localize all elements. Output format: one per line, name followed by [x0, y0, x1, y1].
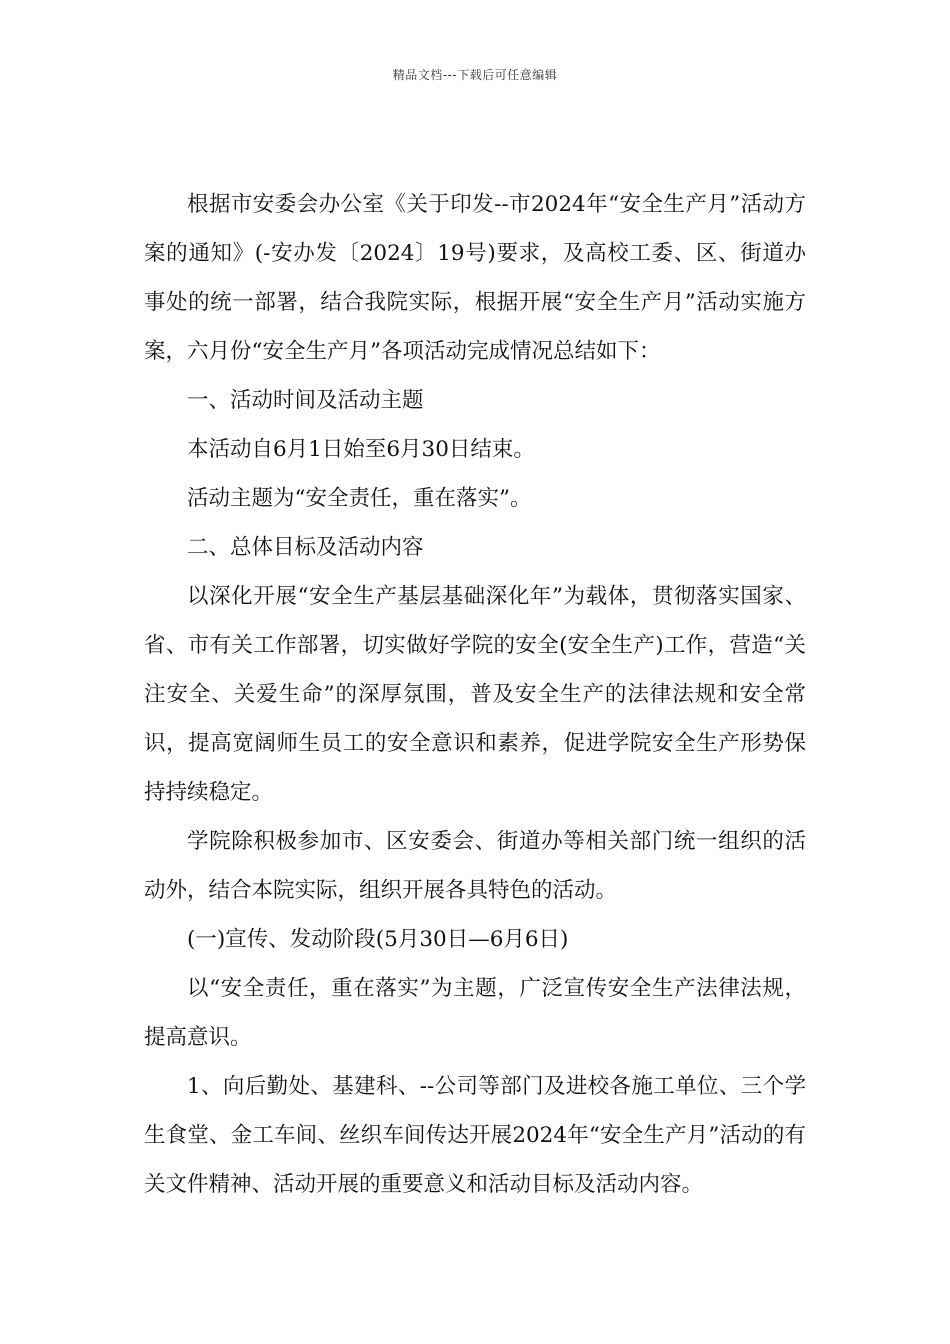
header-note: 精品文档---下载后可任意编辑: [392, 68, 558, 82]
list-item-1: 1、向后勤处、基建科、--公司等部门及进校各施工单位、三个学生食堂、金工车间、丝织车间传达开展2024年“安全生产月”活动的有关文件精神、活动开展的重要意义和活动目标及活动内容。: [144, 1074, 806, 1197]
paragraph-publicity: 以“安全责任，重在落实”为主题，广泛宣传安全生产法律法规，提高意识。: [144, 976, 806, 1050]
paragraph-intro: 根据市安委会办公室《关于印发--市2024年“安全生产月”活动方案的通知》(-安办发〔2024〕19号)要求，及高校工委、区、街道办事处的统一部署，结合我院实际，根据开展“安全生产月”活动实施方案，六月份“安全生产月”各项活动完成情况总结如下：: [144, 192, 806, 364]
paragraph-activity-theme: 活动主题为“安全责任，重在落实”。: [187, 486, 532, 511]
subsection-heading-1: (一)宣传、发动阶段(5月30日—6月6日): [187, 927, 569, 952]
paragraph-activity-scope: 学院除积极参加市、区安委会、街道办等相关部门统一组织的活动外，结合本院实际，组织开展各具特色的活动。: [144, 829, 806, 903]
paragraph-overall-goal: 以深化开展“安全生产基层基础深化年”为载体，贯彻落实国家、省、市有关工作部署，切实做好学院的安全(安全生产)工作，营造“关注安全、关爱生命”的深厚氛围，普及安全生产的法律法规和安全常识，提高宽阔师生员工的安全意识和素养，促进学院安全生产形势保持持续稳定。: [144, 584, 806, 805]
section-heading-1: 一、活动时间及活动主题: [187, 388, 424, 413]
section-heading-2: 二、总体目标及活动内容: [187, 535, 424, 560]
paragraph-activity-time: 本活动自6月1日始至6月30日结束。: [187, 437, 535, 462]
document-body: [144, 180, 806, 1209]
